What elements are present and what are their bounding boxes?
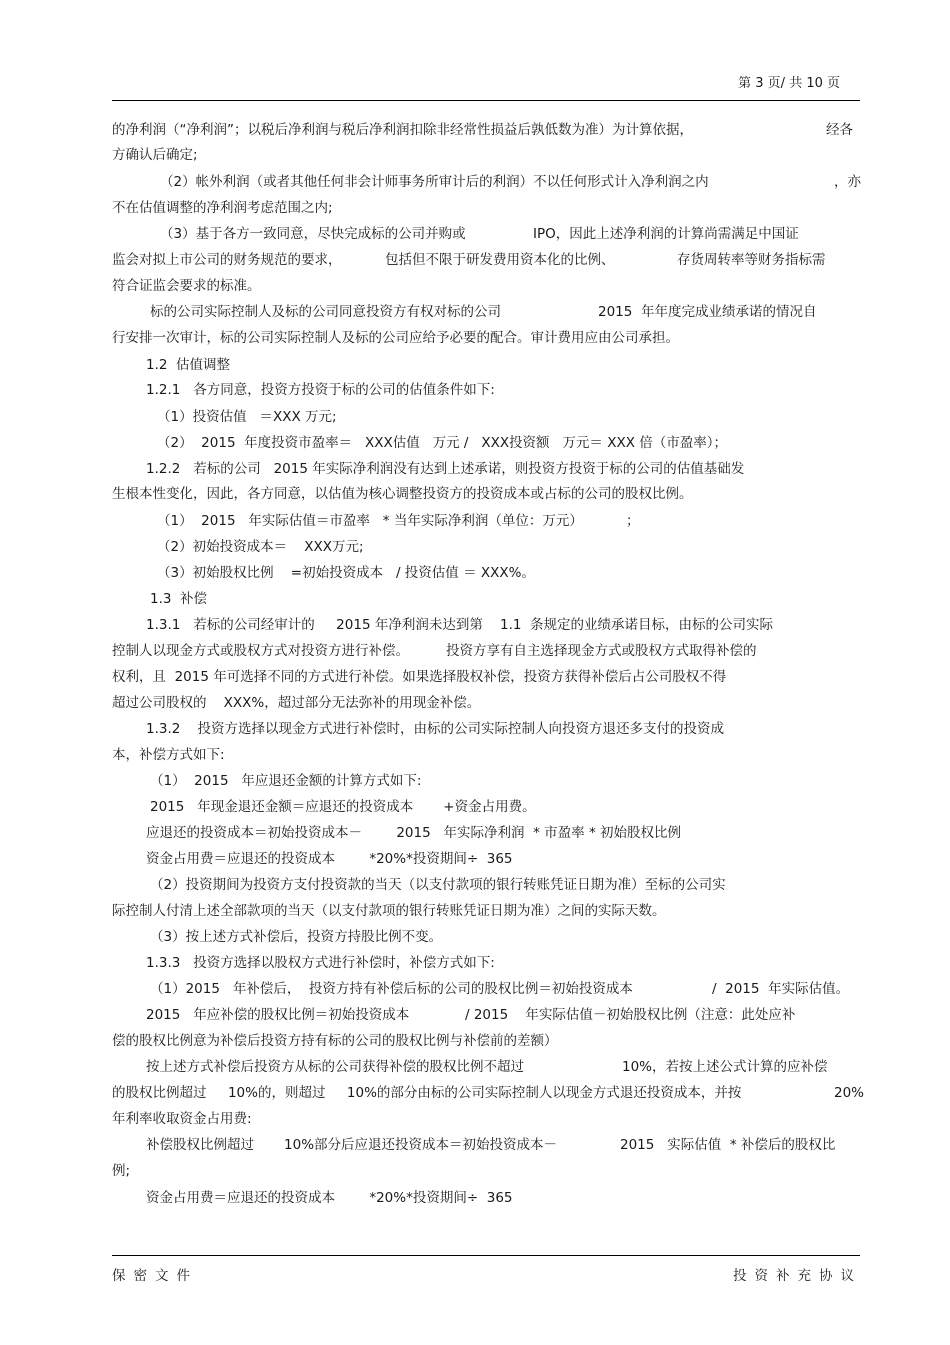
text-line: （2）帐外利润（或者其他任何非会计师事务所审计后的利润）不以任何形式计入净利润之内: [160, 174, 709, 190]
text-line: 行安排一次审计，标的公司实际控制人及标的公司应给予必要的配合。审计费用应由公司承担。: [112, 330, 679, 346]
page-number-label: 第 3 页/ 共 10 页: [738, 76, 840, 91]
text-line: ，亦: [834, 174, 861, 190]
text-line: 例;: [112, 1163, 131, 1179]
text-line: （2）初始投资成本＝ XXX万元;: [157, 539, 364, 555]
footer-confidential-label: 保密文件: [112, 1268, 198, 1284]
text-line: 本，补偿方式如下:: [112, 747, 225, 763]
text-line: 权利，且 2015 年可选择不同的方式进行补偿。如果选择股权补偿，投资方获得补偿后占公司股权不得: [112, 669, 727, 685]
text-line: （3）按上述方式补偿后，投资方持股比例不变。: [150, 929, 443, 945]
text-line: 年利率收取资金占用费:: [112, 1111, 252, 1127]
formula-line: 2015 实际估值 * 补偿后的股权比: [620, 1137, 836, 1153]
text-line: 偿的股权比例意为补偿后投资方持有标的公司的股权比例与补偿前的差额）: [112, 1033, 558, 1049]
text-line: 超过公司股权的 XXX%，超过部分无法弥补的用现金补偿。: [112, 695, 481, 711]
text-line: 不在估值调整的净利润考虑范围之内;: [112, 200, 333, 216]
section-heading: 1.2 估值调整: [146, 357, 231, 373]
text-line: 1.2.2 若标的公司 2015 年实际净利润没有达到上述承诺，则投资方投资于标的公司的估值基础发: [146, 461, 745, 477]
text-line: 20%: [834, 1085, 865, 1101]
text-line: IPO，因此上述净利润的计算尚需满足中国证: [533, 226, 799, 242]
formula-line: 补偿股权比例超过 10%部分后应退还投资成本＝初始投资成本－: [146, 1137, 558, 1153]
text-line: 包括但不限于研发费用资本化的比例、: [385, 252, 615, 268]
text-line: 生根本性变化，因此，各方同意，以估值为核心调整投资方的投资成本或占标的公司的股权比例。: [112, 486, 693, 502]
text-line: 1.2.1 各方同意，投资方投资于标的公司的估值条件如下:: [146, 382, 495, 398]
header-divider: [112, 100, 860, 101]
text-line: 1.3.3 投资方选择以股权方式进行补偿时，补偿方式如下:: [146, 955, 495, 971]
text-line: 投资方享有自主选择现金方式或股权方式取得补偿的: [446, 643, 757, 659]
text-line: 10%，若按上述公式计算的应补偿: [622, 1059, 828, 1075]
text-line: （3）基于各方一致同意，尽快完成标的公司并购或: [160, 226, 466, 242]
footer-document-title: 投资补充协议: [733, 1268, 862, 1284]
formula-line: 2015 年现金退还金额＝应退还的投资成本 +资金占用费。: [150, 799, 536, 815]
text-line: 经各: [826, 122, 853, 138]
text-line: 1.3.2 投资方选择以现金方式进行补偿时，由标的公司实际控制人向投资方退还多支付的投资成: [146, 721, 725, 737]
text-line: 存货周转率等财务指标需: [677, 252, 826, 268]
text-line: 按上述方式补偿后投资方从标的公司获得补偿的股权比例不超过: [146, 1059, 524, 1075]
text-line: 1.3.1 若标的公司经审计的 2015 年净利润未达到第 1.1 条规定的业绩承诺目标，由标的公司实际: [146, 617, 774, 633]
text-line: 方确认后确定;: [112, 147, 198, 163]
text-line: （2）投资期间为投资方支付投资款的当天（以支付款项的银行转账凭证日期为准）至标的公司实: [150, 877, 726, 893]
text-line: / 2015 年实际估值。: [712, 981, 850, 997]
formula-line: / 2015 年实际估值－初始股权比例（注意：此处应补: [465, 1007, 796, 1023]
formula-line: 资金占用费＝应退还的投资成本 *20%*投资期间÷ 365: [146, 1190, 513, 1206]
text-line: （1）2015 年补偿后， 投资方持有补偿后标的公司的股权比例＝初始投资成本: [150, 981, 633, 997]
footer-divider: [112, 1255, 860, 1256]
text-line: 的股权比例超过 10%的，则超过 10%的部分由标的公司实际控制人以现金方式退还投资成本，并按: [112, 1085, 742, 1101]
formula-line: 2015 年应补偿的股权比例＝初始投资成本: [146, 1007, 410, 1023]
formula-line: 资金占用费＝应退还的投资成本 *20%*投资期间÷ 365: [146, 851, 513, 867]
section-heading: 1.3 补偿: [150, 591, 208, 607]
formula-line: 应退还的投资成本＝初始投资成本－ 2015 年实际净利润 * 市盈率 * 初始股权比例: [146, 825, 682, 841]
text-line: ；: [626, 513, 640, 529]
text-line: 际控制人付清上述全部款项的当天（以支付款项的银行转账凭证日期为准）之间的实际天数。: [112, 903, 666, 919]
text-line: 监会对拟上市公司的财务规范的要求，: [112, 252, 342, 268]
text-line: （1） 2015 年实际估值＝市盈率 * 当年实际净利润（单位：万元）: [157, 513, 583, 529]
text-line: （1）投资估值 ＝XXX 万元;: [157, 409, 337, 425]
text-line: 2015 年年度完成业绩承诺的情况自: [598, 304, 817, 320]
text-line: 的净利润（“净利润”；以税后净利润与税后净利润扣除非经常性损益后孰低数为准）为计算依据，: [112, 122, 693, 138]
text-line: （2） 2015 年度投资市盈率＝ XXX估值 万元 / XXX投资额 万元＝ XXX 倍（市盈率）；: [157, 435, 728, 451]
text-line: 标的公司实际控制人及标的公司同意投资方有权对标的公司: [150, 304, 501, 320]
text-line: （3）初始股权比例 =初始投资成本 / 投资估值 ＝ XXX%。: [157, 565, 535, 581]
text-line: 符合证监会要求的标准。: [112, 278, 261, 294]
text-line: 控制人以现金方式或股权方式对投资方进行补偿。: [112, 643, 409, 659]
text-line: （1） 2015 年应退还金额的计算方式如下:: [150, 773, 422, 789]
